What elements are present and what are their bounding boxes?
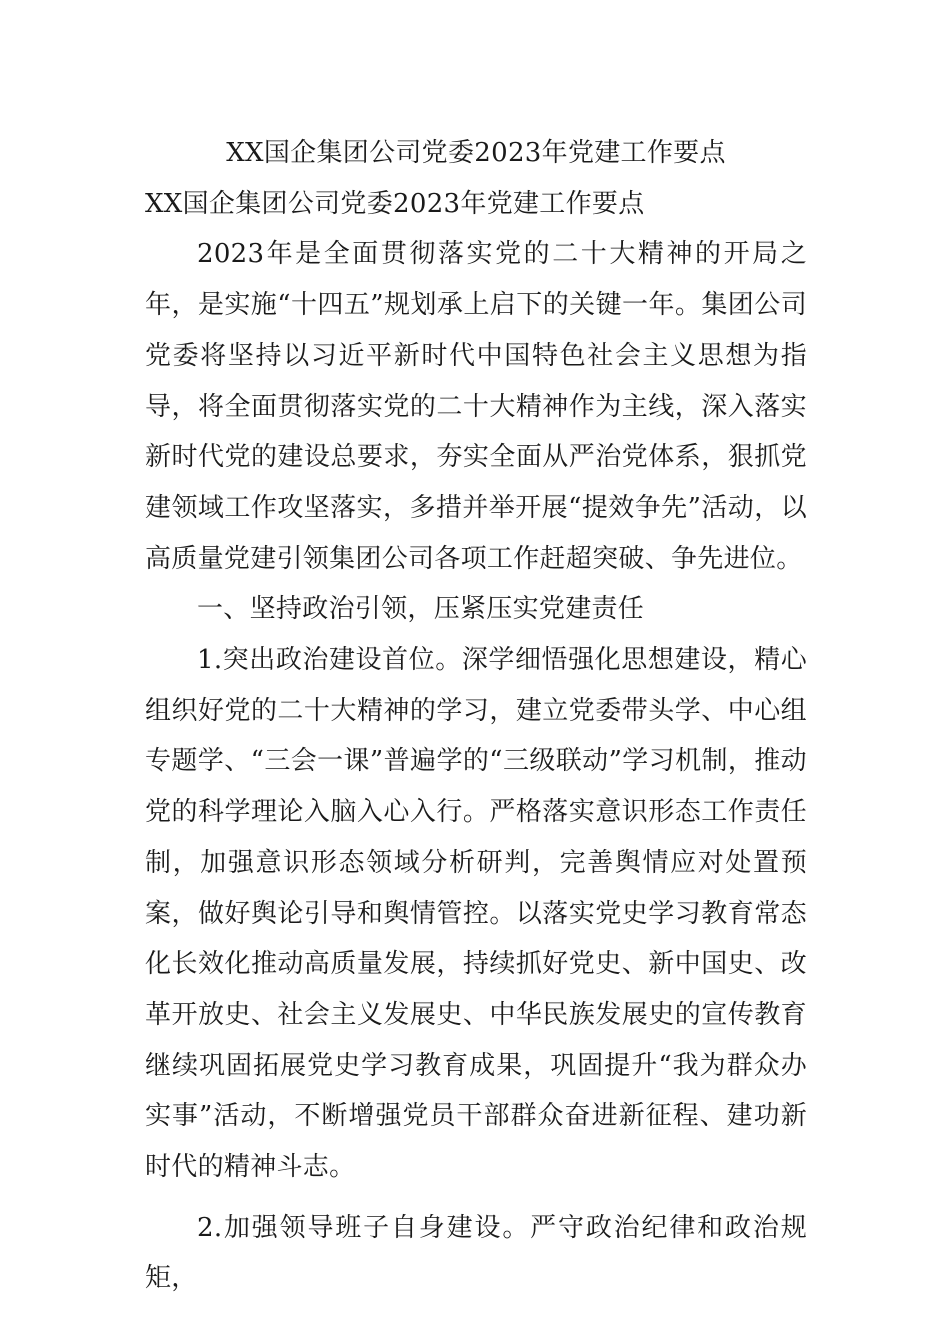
document-subtitle: XX国企集团公司党委2023年党建工作要点 bbox=[145, 188, 645, 219]
intro-paragraph: 2023年是全面贯彻落实党的二十大精神的开局之年，是实施“十四五”规划承上启下的关键一年。集团公司党委将坚持以习近平新时代中国特色社会主义思想为指导，将全面贯彻落实党的二十大精神作为主线，深入落实新时代党的建设总要求，夯实全面从严治党体系，狠抓党建领域工作攻坚落实，多措并举开展“提效争先”活动，以高质量党建引领集团公司各项工作赶超突破、争先进位。 bbox=[145, 239, 807, 574]
item-paragraph-1: 1.突出政治建设首位。深学细悟强化思想建设，精心组织好党的二十大精神的学习，建立党委带头学、中心组专题学、“三会一课”普遍学的“三级联动”学习机制，推动党的科学理论入脑入心入行。严格落实意识形态工作责任制，加强意识形态领域分析研判，完善舆情应对处置预案，做好舆论引导和舆情管控。以落实党史学习教育常态化长效化推动高质量发展，持续抓好党史、新中国史、改革开放史、社会主义发展史、中华民族发展史的宣传教育继续巩固拓展党史学习教育成果，巩固提升“我为群众办实事”活动，不断增强党员干部群众奋进新征程、建功新时代的精神斗志。 bbox=[145, 645, 807, 1183]
section-heading-1: 一、坚持政治引领，压紧压实党建责任 bbox=[197, 594, 645, 625]
document-body bbox=[145, 128, 807, 1304]
item-paragraph-2: 2.加强领导班子自身建设。严守政治纪律和政治规矩， bbox=[145, 1212, 807, 1294]
document-title: XX国企集团公司党委2023年党建工作要点 bbox=[226, 138, 726, 168]
